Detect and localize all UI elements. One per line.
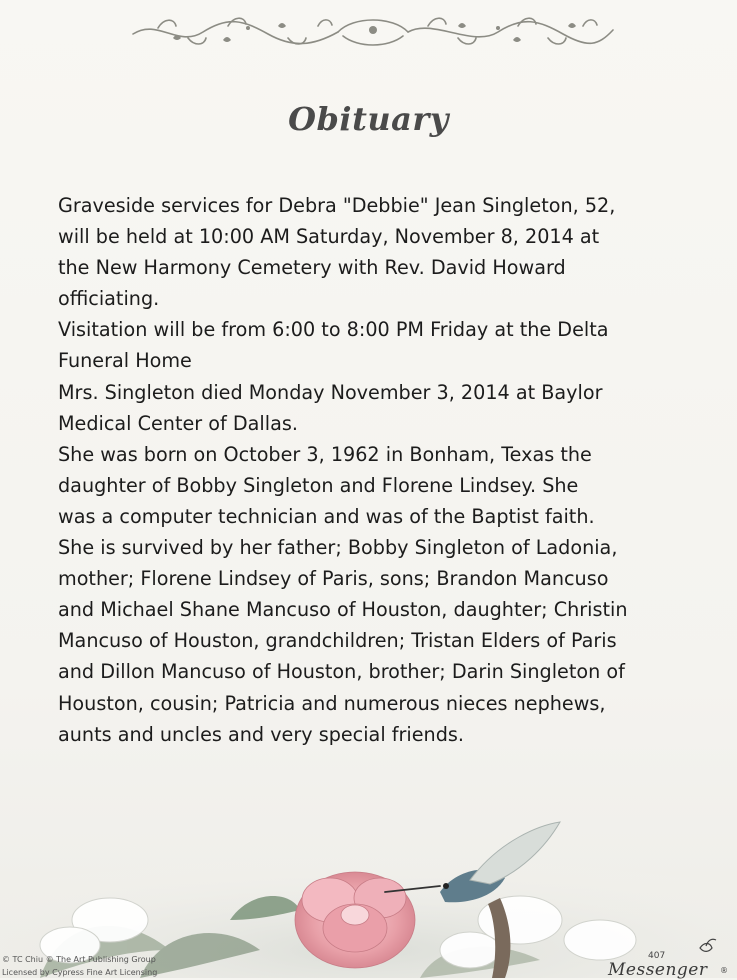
- obituary-title: Obituary: [288, 100, 449, 138]
- body-line: and Dillon Mancuso of Houston, brother; Darin Singleton of: [58, 660, 625, 684]
- body-line: daughter of Bobby Singleton and Florene Lindsey. She: [58, 473, 579, 497]
- pink-peony: [295, 872, 415, 968]
- body-line: aunts and uncles and very special friends.: [58, 722, 464, 746]
- brand-logo-text: Messenger: [608, 960, 708, 980]
- body-line: was a computer technician and was of the Baptist faith.: [58, 504, 595, 528]
- body-line: and Michael Shane Mancuso of Houston, daughter; Christin: [58, 598, 628, 622]
- body-line: officiating.: [58, 287, 160, 311]
- body-line: Graveside services for Debra "Debbie" Jean Singleton, 52,: [58, 194, 616, 217]
- hummingbird-flower-illustration: [0, 800, 737, 978]
- body-line: She was born on October 3, 1962 in Bonham, Texas the: [58, 442, 592, 466]
- body-line: Mancuso of Houston, grandchildren; Tristan Elders of Paris: [58, 629, 617, 653]
- body-line: will be held at 10:00 AM Saturday, November 8, 2014 at: [58, 225, 600, 249]
- page-number: 407: [648, 951, 666, 961]
- license-credit-line: Licensed by Cypress Fine Art Licensing: [2, 968, 158, 977]
- body-line: Funeral Home: [58, 349, 192, 373]
- registered-mark: ®: [720, 966, 728, 975]
- art-credit-line: © TC Chiu © The Art Publishing Group: [2, 955, 156, 964]
- body-line: mother; Florene Lindsey of Paris, sons; Brandon Mancuso: [58, 567, 609, 591]
- body-line: the New Harmony Cemetery with Rev. David Howard: [58, 256, 566, 280]
- body-line: Mrs. Singleton died Monday November 3, 2014 at Baylor: [58, 380, 603, 404]
- obituary-body: [58, 190, 718, 750]
- body-line: Medical Center of Dallas.: [58, 411, 298, 435]
- body-line: Visitation will be from 6:00 to 8:00 PM Friday at the Delta: [58, 318, 609, 342]
- body-line: Houston, cousin; Patricia and numerous nieces nephews,: [58, 691, 606, 715]
- body-line: She is survived by her father; Bobby Singleton of Ladonia,: [58, 536, 618, 560]
- decorative-scroll-ornament: [128, 8, 618, 52]
